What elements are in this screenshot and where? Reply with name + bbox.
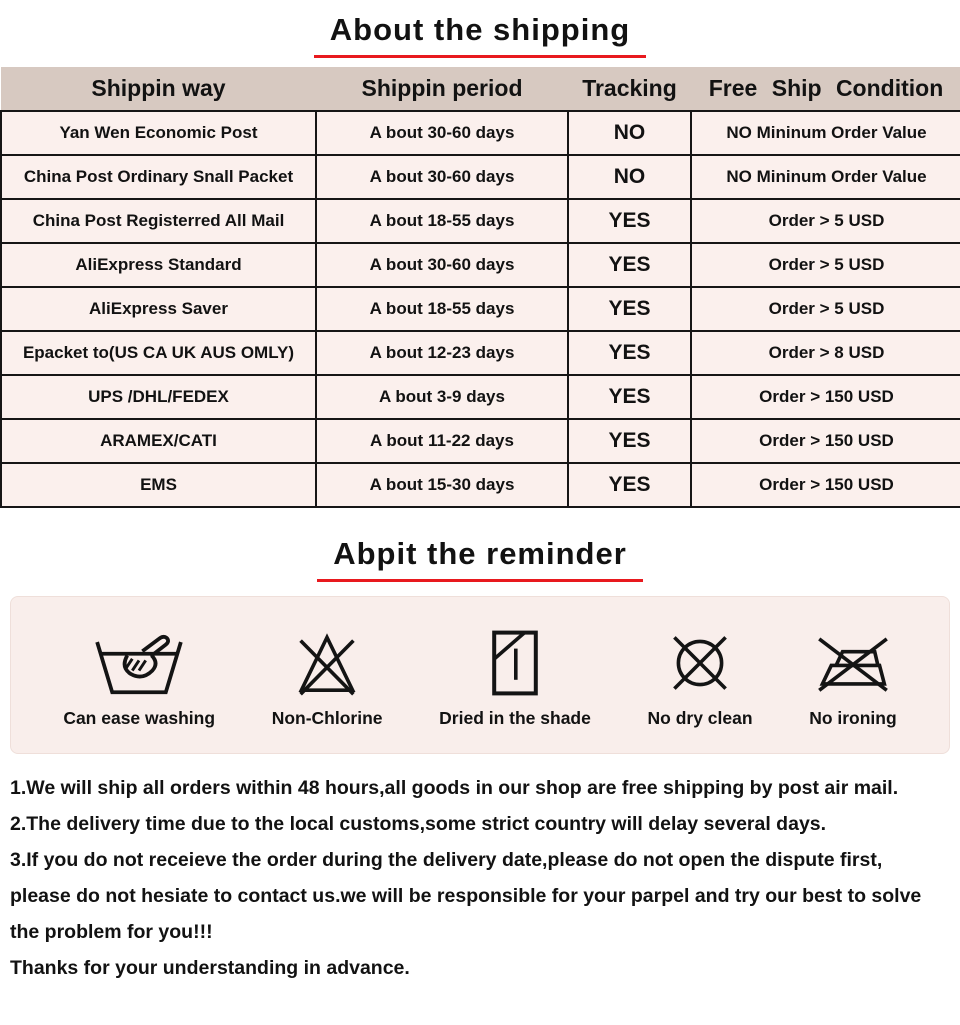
cell-shipping-period: A bout 30-60 days [316, 111, 568, 155]
no-dry-clean-icon [664, 627, 736, 699]
cell-tracking: YES [568, 199, 691, 243]
note-line: 2.The delivery time due to the local customs,some strict country will delay several days. [10, 813, 827, 835]
care-label: No dry clean [647, 708, 753, 728]
dry-in-shade-icon [487, 627, 543, 699]
cell-shipping-period: A bout 3-9 days [316, 375, 568, 419]
hand-wash-icon [91, 627, 187, 699]
cell-shipping-period: A bout 15-30 days [316, 463, 568, 507]
care-item-no-ironing [809, 627, 896, 729]
cell-shipping-way: China Post Registerred All Mail [1, 199, 316, 243]
column-header-shippin-way: Shippin way [1, 67, 316, 111]
cell-condition: Order > 5 USD [691, 243, 960, 287]
cell-tracking: YES [568, 287, 691, 331]
table-row [1, 155, 960, 199]
note-line: please do not hesiate to contact us.we will be responsible for your parpel and try our best to solve [10, 885, 922, 907]
cell-condition: Order > 8 USD [691, 331, 960, 375]
cell-shipping-way: Yan Wen Economic Post [1, 111, 316, 155]
shipping-table-header-row [1, 67, 960, 111]
cell-condition: Order > 150 USD [691, 419, 960, 463]
reminder-title: Abpit the reminder [317, 536, 643, 582]
care-label: Dried in the shade [439, 708, 591, 728]
cell-shipping-period: A bout 30-60 days [316, 243, 568, 287]
cell-shipping-way: AliExpress Saver [1, 287, 316, 331]
table-row [1, 243, 960, 287]
note-line: 1.We will ship all orders within 48 hours,all goods in our shop are free shipping by post air mail. [10, 777, 899, 799]
cell-condition: Order > 5 USD [691, 199, 960, 243]
cell-condition: Order > 150 USD [691, 375, 960, 419]
shipping-section-header [0, 12, 960, 58]
cell-shipping-way: ARAMEX/CATI [1, 419, 316, 463]
cell-condition: NO Mininum Order Value [691, 155, 960, 199]
care-label: No ironing [809, 708, 897, 728]
note-line: 3.If you do not receieve the order during the delivery date,please do not open the dispute first, [10, 849, 883, 871]
note-line: the problem for you!!! [10, 921, 213, 943]
cell-shipping-way: China Post Ordinary Snall Packet [1, 155, 316, 199]
cell-tracking: NO [568, 155, 691, 199]
care-label: Non-Chlorine [271, 708, 383, 728]
cell-tracking: YES [568, 331, 691, 375]
cell-condition: Order > 5 USD [691, 287, 960, 331]
cell-shipping-way: UPS /DHL/FEDEX [1, 375, 316, 419]
cell-condition: Order > 150 USD [691, 463, 960, 507]
table-row [1, 331, 960, 375]
cell-tracking: YES [568, 419, 691, 463]
care-label: Can ease washing [63, 708, 216, 728]
care-item-no-dry-clean [648, 627, 753, 729]
shipping-notes [10, 770, 950, 986]
cell-shipping-way: EMS [1, 463, 316, 507]
cell-shipping-period: A bout 30-60 days [316, 155, 568, 199]
table-row [1, 463, 960, 507]
cell-tracking: YES [568, 463, 691, 507]
cell-condition: NO Mininum Order Value [691, 111, 960, 155]
shipping-table [0, 67, 960, 508]
cell-shipping-period: A bout 12-23 days [316, 331, 568, 375]
care-symbols-panel [10, 596, 950, 754]
cell-tracking: YES [568, 375, 691, 419]
table-row [1, 199, 960, 243]
no-ironing-icon [812, 627, 894, 699]
care-item-dry-in-shade [439, 627, 591, 729]
care-item-hand-wash [63, 627, 215, 729]
table-row [1, 419, 960, 463]
cell-shipping-way: Epacket to(US CA UK AUS OMLY) [1, 331, 316, 375]
column-header-free-ship-condition: Free Ship Condition [691, 67, 960, 111]
cell-shipping-period: A bout 18-55 days [316, 199, 568, 243]
cell-shipping-way: AliExpress Standard [1, 243, 316, 287]
non-chlorine-icon [290, 627, 364, 699]
cell-shipping-period: A bout 11-22 days [316, 419, 568, 463]
reminder-section-header [0, 536, 960, 582]
column-header-tracking: Tracking [568, 67, 691, 111]
table-row [1, 287, 960, 331]
table-row [1, 375, 960, 419]
shipping-title: About the shipping [314, 12, 646, 58]
care-item-non-chlorine [272, 627, 383, 729]
cell-shipping-period: A bout 18-55 days [316, 287, 568, 331]
note-line: Thanks for your understanding in advance. [10, 957, 410, 979]
column-header-shippin-period: Shippin period [316, 67, 568, 111]
table-row [1, 111, 960, 155]
cell-tracking: YES [568, 243, 691, 287]
cell-tracking: NO [568, 111, 691, 155]
